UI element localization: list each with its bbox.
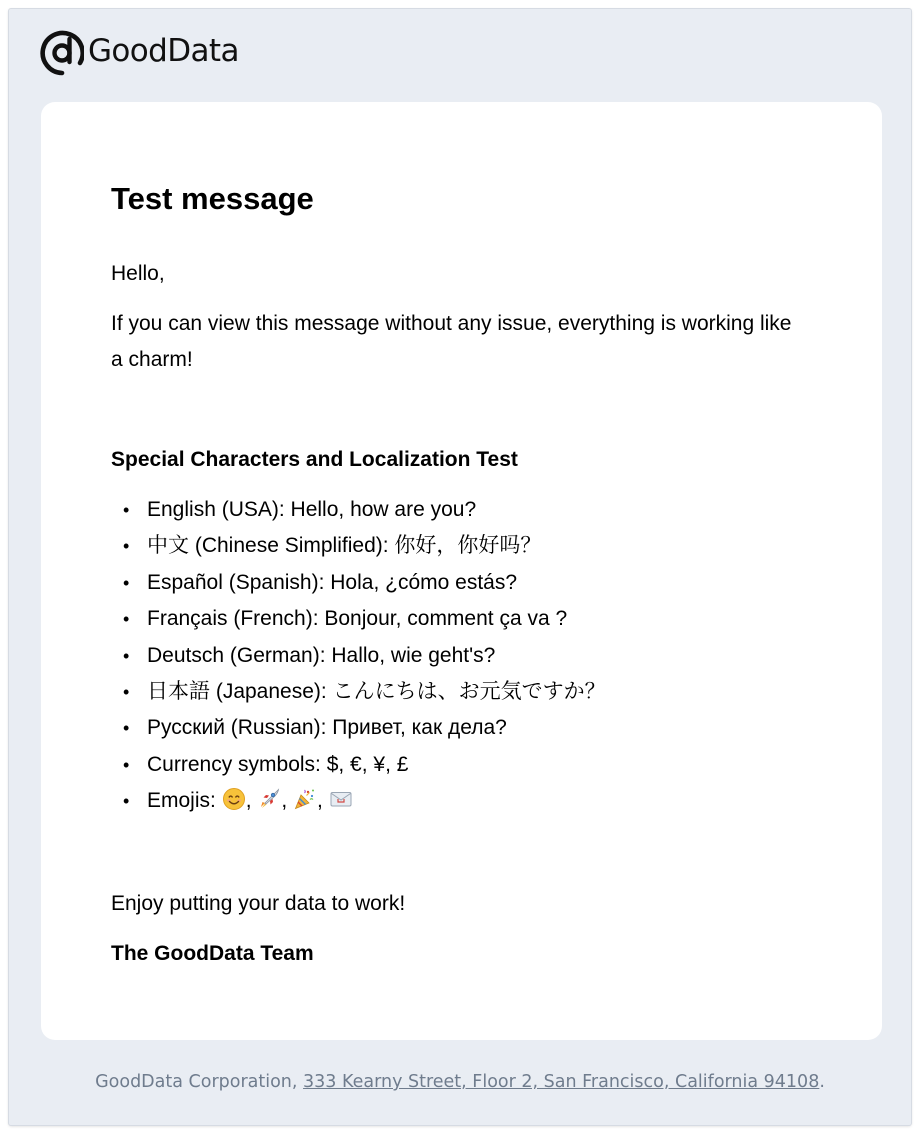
closing-text: Enjoy putting your data to work! — [111, 892, 406, 915]
list-item: • Français (French): Bonjour, comment ça va ? — [123, 601, 606, 637]
message-card — [41, 102, 882, 1040]
footer-address-link[interactable]: 333 Kearny Street, Floor 2, San Francisco, California 94108 — [303, 1072, 820, 1092]
footer-company: GoodData Corporation, — [95, 1072, 304, 1092]
list-item: • Deutsch (German): Hallo, wie geht's? — [123, 638, 606, 674]
envelope-emoji-icon — [329, 787, 353, 811]
gooddata-logo-icon — [40, 26, 84, 76]
list-item: • English (USA): Hello, how are you? — [123, 492, 606, 528]
list-item: • 日本語 (Japanese): こんにちは、お元気ですか？ — [123, 674, 606, 710]
rocket-emoji-icon — [257, 787, 281, 811]
intro-paragraph: If you can view this message without any issue, everything is working like a charm! — [111, 312, 792, 371]
signature-text: The GoodData Team — [111, 942, 314, 965]
emoji-separator: , — [245, 789, 258, 813]
greeting-text: Hello, — [111, 262, 165, 285]
list-item-emojis — [123, 783, 606, 819]
emoji-separator: , — [281, 789, 294, 813]
footer-end: . — [819, 1072, 825, 1092]
list-item: • Español (Spanish): Hola, ¿cómo estás? — [123, 565, 606, 601]
party-popper-emoji-icon — [293, 787, 317, 811]
list-item: • Русский (Russian): Привет, как дела? — [123, 710, 606, 746]
emoji-label: Emojis: — [147, 789, 222, 813]
gooddata-logo[interactable] — [40, 26, 239, 76]
email-frame — [9, 9, 911, 1125]
emoji-separator: , — [317, 789, 329, 813]
localization-list — [123, 492, 606, 820]
brand-name: GoodData — [88, 32, 239, 69]
section-heading: Special Characters and Localization Test — [111, 448, 518, 471]
list-item: • Currency symbols: $, €, ¥, £ — [123, 747, 606, 783]
list-item: • 中文 (Chinese Simplified): 你好，你好吗？ — [123, 528, 606, 564]
message-title: Test message — [111, 181, 314, 216]
smiling-face-emoji-icon — [222, 787, 246, 811]
footer — [9, 1072, 911, 1093]
